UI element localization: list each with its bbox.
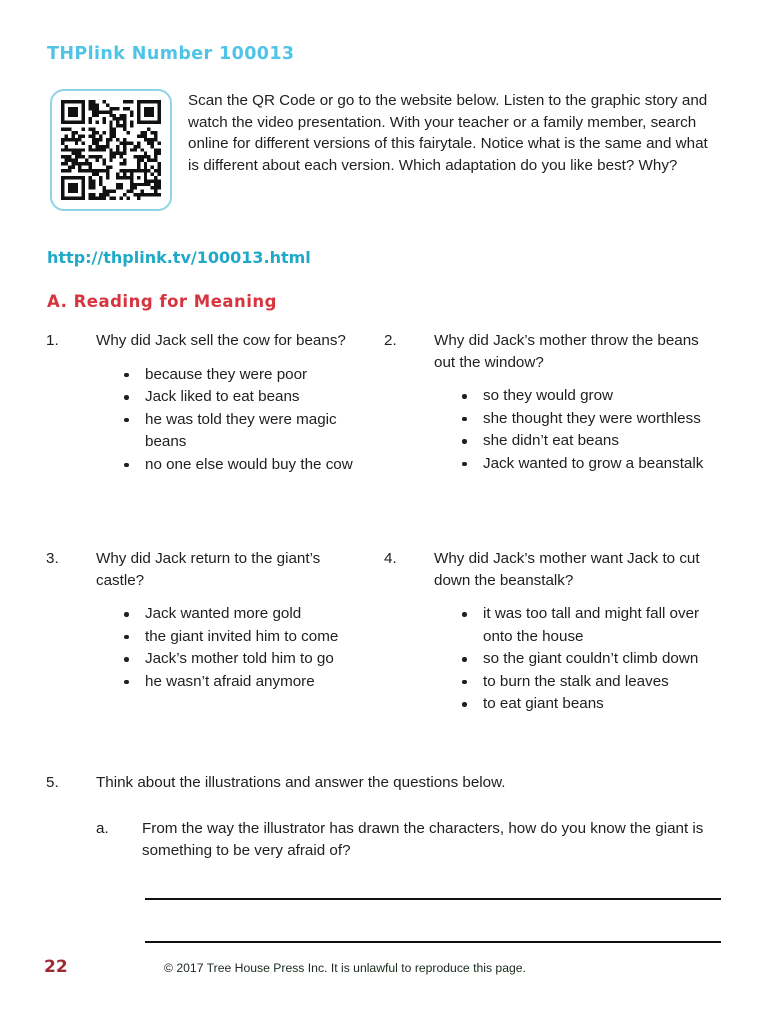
option-label: no one else would buy the cow [145, 455, 353, 473]
option-item[interactable] [122, 648, 366, 671]
answer-line[interactable] [145, 941, 721, 943]
sub-question-label: a. [96, 820, 109, 837]
bullet-icon [462, 462, 467, 467]
option-label: he was told they were magic beans [145, 410, 337, 450]
option-item[interactable] [122, 364, 366, 387]
page-title: THPlink Number 100013 [47, 44, 295, 64]
question-item-4 [384, 548, 704, 716]
question-number: 3. [46, 550, 59, 567]
option-item[interactable] [460, 385, 704, 408]
option-item[interactable] [460, 603, 704, 648]
option-item[interactable] [460, 453, 704, 476]
option-label: he wasn’t afraid anymore [145, 672, 315, 690]
bullet-icon [124, 612, 129, 617]
question-text: Why did Jack return to the giant’s castle? [96, 550, 321, 589]
bullet-icon [124, 395, 129, 400]
option-label: she didn’t eat beans [483, 432, 619, 449]
bullet-icon [124, 657, 129, 662]
question-options [122, 364, 366, 477]
question-number: 5. [46, 774, 59, 791]
question-row-1 [0, 330, 771, 548]
question-item-3 [46, 548, 366, 693]
intro-paragraph: Scan the QR Code or go to the website below. Listen to the graphic story and watch the video presentation. With your teacher or a family member, search online for different versions of this fairytale. Notice what is the same and what is different about each version. Which adaptation do you like best? Why? [188, 92, 708, 174]
option-item[interactable] [122, 454, 366, 477]
bullet-icon [462, 417, 467, 422]
question-number: 4. [384, 550, 397, 567]
question-text: Why did Jack sell the cow for beans? [96, 332, 346, 349]
option-item[interactable] [122, 386, 366, 409]
page-number: 22 [44, 957, 68, 977]
option-label: she thought they were worthless [483, 409, 701, 427]
question-options [460, 603, 704, 716]
option-item[interactable] [460, 430, 704, 453]
qr-code-icon[interactable] [61, 100, 161, 200]
question-item-1 [46, 330, 366, 476]
question-text: Why did Jack’s mother want Jack to cut down the beanstalk? [434, 550, 700, 589]
option-item[interactable] [122, 626, 366, 649]
option-label: so they would grow [483, 387, 614, 404]
option-label: the giant invited him to come [145, 627, 339, 645]
questions-grid [0, 330, 771, 758]
option-label: so the giant couldn’t climb down [483, 650, 699, 667]
question-number: 1. [46, 332, 59, 349]
option-label: because they were poor [145, 365, 308, 383]
question-row-2 [0, 548, 771, 758]
bullet-icon [462, 612, 467, 617]
bullet-icon [462, 657, 467, 662]
bullet-icon [124, 635, 129, 640]
bullet-icon [124, 373, 129, 378]
bullet-icon [462, 439, 467, 444]
bullet-icon [462, 702, 467, 707]
option-item[interactable] [122, 603, 366, 626]
option-label: Jack’s mother told him to go [145, 650, 334, 667]
bullet-icon [462, 680, 467, 685]
thplink-url-link[interactable]: http://thplink.tv/100013.html [47, 248, 311, 267]
bullet-icon [124, 463, 129, 468]
question-item-5 [46, 772, 726, 794]
qr-code-frame[interactable] [50, 89, 172, 211]
question-text: Why did Jack’s mother throw the beans out the window? [434, 332, 699, 371]
option-label: it was too tall and might fall over onto the house [483, 605, 700, 645]
option-label: to eat giant beans [483, 695, 604, 712]
question-options [460, 385, 704, 475]
option-label: Jack liked to eat beans [145, 388, 300, 405]
copyright-notice: © 2017 Tree House Press Inc. It is unlawful to reproduce this page. [164, 961, 526, 975]
option-item[interactable] [460, 693, 704, 716]
bullet-icon [124, 418, 129, 423]
option-label: to burn the stalk and leaves [483, 672, 669, 690]
section-heading-reading-for-meaning: A. Reading for Meaning [47, 292, 277, 311]
sub-question-text: From the way the illustrator has drawn the characters, how do you know the giant is something to be very afraid of? [142, 820, 704, 859]
option-item[interactable] [122, 409, 366, 454]
option-label: Jack wanted more gold [145, 605, 302, 622]
question-text: Think about the illustrations and answer the questions below. [96, 774, 506, 791]
option-item[interactable] [460, 408, 704, 431]
answer-line[interactable] [145, 898, 721, 900]
bullet-icon [124, 680, 129, 685]
question-item-2 [384, 330, 704, 475]
bullet-icon [462, 394, 467, 399]
option-item[interactable] [460, 648, 704, 671]
option-item[interactable] [122, 671, 366, 694]
option-label: Jack wanted to grow a beanstalk [483, 454, 704, 472]
question-options [122, 603, 366, 693]
question-item-5a [46, 818, 726, 861]
question-number: 2. [384, 332, 397, 349]
option-item[interactable] [460, 671, 704, 694]
